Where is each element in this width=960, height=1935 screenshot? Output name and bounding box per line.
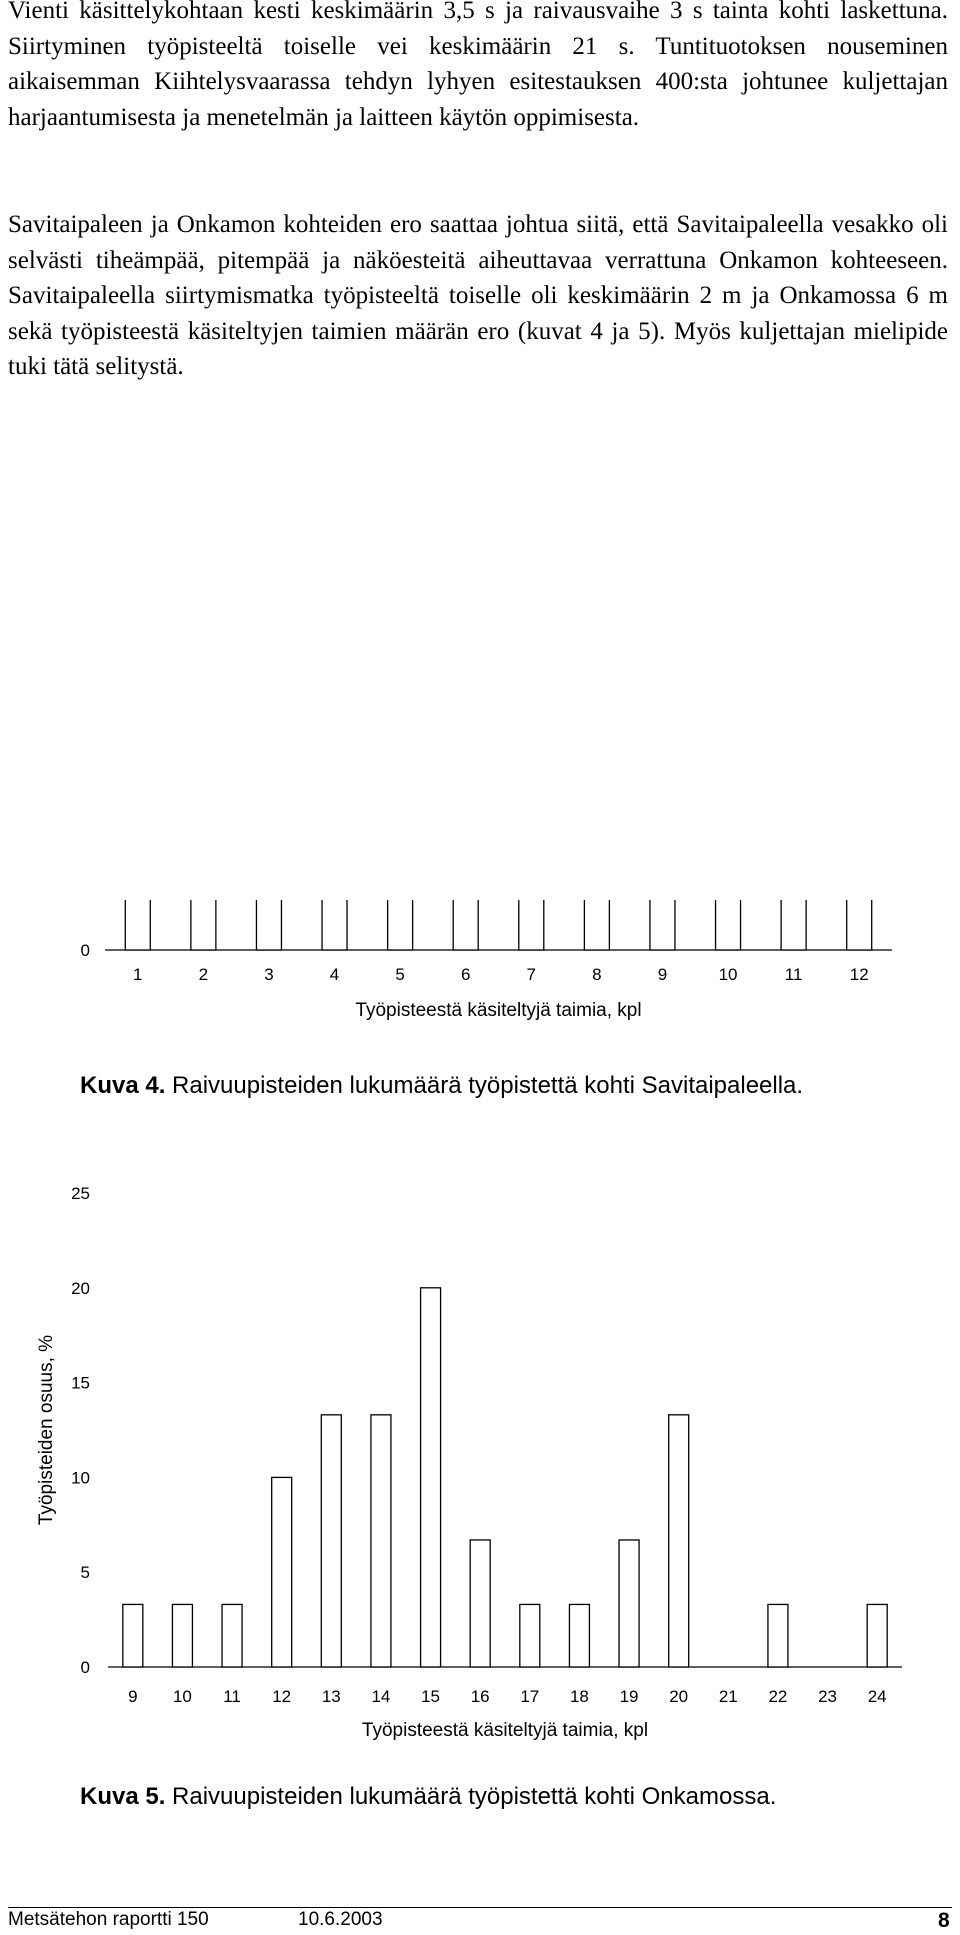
chart5-bar <box>768 1604 788 1667</box>
chart5-x-tick-label: 9 <box>128 1687 138 1706</box>
chart5-bar <box>321 1415 341 1667</box>
footer-rule <box>8 1907 952 1908</box>
chart4-bar <box>847 900 872 950</box>
chart4-bar <box>650 900 675 950</box>
chart5-bar <box>123 1604 143 1667</box>
figure-4-caption-text: Raivuupisteiden lukumäärä työpistettä kohti Savitaipaleella. <box>165 1072 804 1099</box>
chart5-y-tick-label: 20 <box>71 1278 90 1298</box>
chart5-y-tick-label: 5 <box>80 1563 90 1583</box>
chart5-x-tick-label: 22 <box>768 1687 788 1706</box>
figure-5-chart <box>0 1170 960 1740</box>
chart5-bar <box>371 1415 391 1667</box>
chart4-bar <box>519 900 544 950</box>
chart4-x-tick-label: 11 <box>784 965 803 984</box>
chart4-x-tick-label: 7 <box>526 965 537 984</box>
chart5-x-tick-label: 13 <box>321 1687 341 1706</box>
chart5-bar <box>867 1604 887 1667</box>
chart4-x-tick-label: 3 <box>264 965 274 984</box>
chart5-x-tick-label: 12 <box>272 1687 292 1706</box>
footer-date: 10.6.2003 <box>298 1909 383 1930</box>
chart4-x-tick-label: 9 <box>657 965 668 984</box>
chart5-bar <box>619 1540 639 1667</box>
chart4-x-tick-label: 5 <box>395 965 405 984</box>
chart5-y-tick-label: 25 <box>71 1184 90 1203</box>
chart5-bar <box>222 1604 242 1667</box>
chart5-bar <box>569 1604 589 1667</box>
chart4-bar <box>453 900 478 950</box>
chart4-y-tick-label: 0 <box>80 941 90 960</box>
chart4-x-tick-label: 4 <box>329 965 340 984</box>
chart5-x-tick-label: 16 <box>470 1687 490 1706</box>
chart5-bar <box>421 1288 441 1667</box>
chart5-x-tick-label: 19 <box>619 1687 639 1706</box>
chart4-x-axis-label: Työpisteestä käsiteltyjä taimia, kpl <box>355 1000 642 1021</box>
figure-4-caption <box>80 1072 803 1100</box>
chart4-x-tick-label: 6 <box>460 965 471 984</box>
chart4-bar <box>322 900 347 950</box>
chart5-bar <box>470 1540 490 1667</box>
figure-5-caption-text: Raivuupisteiden lukumäärä työpistettä kohti Onkamossa. <box>165 1783 777 1810</box>
chart4-x-tick-label: 2 <box>198 965 209 984</box>
chart5-x-tick-label: 24 <box>867 1687 887 1706</box>
chart4-bar <box>781 900 806 950</box>
chart4-bar <box>125 900 150 950</box>
footer-report-name: Metsätehon raportti 150 <box>8 1909 209 1930</box>
figure-5-caption <box>80 1783 776 1811</box>
chart5-x-tick-label: 15 <box>421 1687 441 1706</box>
chart4-bar <box>256 900 281 950</box>
chart4-x-tick-label: 8 <box>592 965 602 984</box>
chart5-bar <box>520 1604 540 1667</box>
paragraph-2: Savitaipaleen ja Onkamon kohteiden ero saattaa johtua siitä, että Savitaipaleella vesakko oli selvästi tiheämpää, pitempää ja näköesteitä aiheuttavaa verrattuna Onkamon kohteeseen. Savitaipaleella siirtymismatka työpisteeltä toiselle oli keskimäärin 2 m ja Onkamossa 6 m sekä työpisteestä käsiteltyjen taimien määrän ero (kuvat 4 ja 5). Myös kuljettajan mielipide tuki tätä selitystä. <box>8 211 948 380</box>
chart4-x-tick-label: 12 <box>849 965 869 984</box>
chart5-x-tick-label: 17 <box>520 1687 540 1706</box>
chart5-y-tick-label: 15 <box>71 1373 90 1393</box>
figure-4-caption-label: Kuva 4. <box>80 1072 166 1099</box>
chart4-x-tick-label: 1 <box>133 965 143 984</box>
chart4-bar <box>584 900 609 950</box>
chart4-bar <box>388 900 413 950</box>
chart5-x-tick-label: 11 <box>223 1687 241 1706</box>
chart4-bar <box>191 900 216 950</box>
chart5-x-tick-label: 18 <box>569 1687 589 1706</box>
chart4-x-tick-label: 10 <box>718 965 738 984</box>
chart5-x-tick-label: 20 <box>669 1687 689 1706</box>
chart5-x-tick-label: 10 <box>172 1687 192 1706</box>
figure-5-caption-label: Kuva 5. <box>80 1783 166 1810</box>
figure-4-chart <box>0 900 960 1070</box>
paragraph-1: Vienti käsittelykohtaan kesti keskimäärin 3,5 s ja raivausvaihe 3 s tainta kohti laskettuna. Siirtyminen työpisteeltä toiselle vei keskimäärin 21 s. Tuntituotoksen nouseminen aikaisemman Kiihtelysvaarassa tehdyn lyhyen esitestauksen 400:sta johtunee kuljettajan harjaantumisesta ja menetelmän ja laitteen käytön oppimisesta. <box>8 0 948 131</box>
chart5-y-axis-label: Työpisteiden osuus, % <box>36 1334 57 1526</box>
chart5-bar <box>272 1477 292 1667</box>
chart5-y-tick-label: 10 <box>71 1468 90 1488</box>
chart5-bar <box>669 1415 689 1667</box>
chart5-bar <box>172 1604 192 1667</box>
chart5-x-tick-label: 23 <box>818 1687 838 1706</box>
chart5-y-tick-label: 0 <box>80 1658 90 1677</box>
chart5-x-tick-label: 21 <box>718 1687 738 1706</box>
chart4-bar <box>716 900 741 950</box>
footer-page-number: 8 <box>938 1909 950 1932</box>
chart5-x-axis-label: Työpisteestä käsiteltyjä taimia, kpl <box>361 1720 649 1740</box>
chart5-x-tick-label: 14 <box>371 1687 391 1706</box>
